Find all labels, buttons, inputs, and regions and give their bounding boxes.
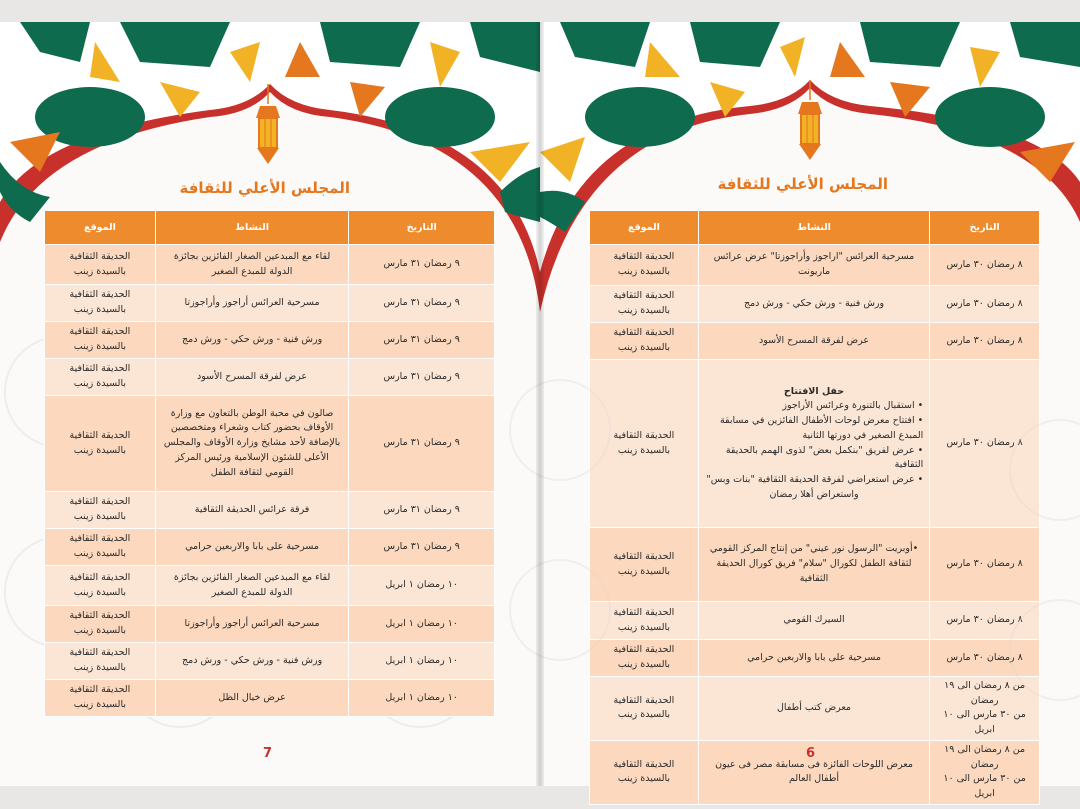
background-pattern (540, 350, 1080, 764)
activity-cell: لقاء مع المبدعين الصغار الفائزين بجائزة الدولة للمبدع الصغير (155, 566, 349, 606)
location-cell: الحديقة الثقافية بالسيدة زينب (590, 286, 699, 323)
activity-cell: مسرحية على بابا والاربعين حرامي (155, 529, 349, 566)
header-date: التاريخ (349, 211, 495, 245)
header-location: الموقع (590, 211, 699, 245)
schedule-table-page-7 (44, 210, 495, 717)
table-row (45, 680, 495, 717)
location-cell: الحديقة الثقافية بالسيدة زينب (45, 285, 156, 322)
date-cell: ٩ رمضان ٣١ مارس (349, 529, 495, 566)
location-cell: الحديقة الثقافية بالسيدة زينب (45, 566, 156, 606)
table-row (45, 285, 495, 322)
date-cell: ١٠ رمضان ١ ابريل (349, 680, 495, 717)
table-row (590, 245, 1040, 286)
header-date: التاريخ (930, 211, 1040, 245)
location-cell: الحديقة الثقافية بالسيدة زينب (45, 492, 156, 529)
list-item: واستعراض أهلا رمضان (769, 488, 859, 500)
table-header-row (45, 211, 495, 245)
header-activity: النشاط (698, 211, 929, 245)
date-cell: ١٠ رمضان ١ ابريل (349, 566, 495, 606)
activity-cell: معرض اللوحات الفائزة فى مسابقة مصر فى عيون أطفال العالم (698, 740, 929, 804)
list-item: • عرض استعراضي لفرقة الحديقة الثقافية "بنات وبس" (706, 473, 924, 485)
location-cell: الحديقة الثقافية بالسيدة زينب (590, 640, 699, 677)
book-spine-fold (536, 22, 544, 786)
location-cell: الحديقة الثقافية بالسيدة زينب (45, 606, 156, 643)
table-row (45, 322, 495, 359)
location-cell: الحديقة الثقافية بالسيدة زينب (590, 245, 699, 286)
activity-cell: ورش فنية - ورش حكي - ورش دمج (698, 286, 929, 323)
list-item: • عرض لفريق "بنكمل بعض" لذوى الهمم بالحديقة الثقافية (725, 444, 924, 471)
lantern-icon (796, 80, 824, 170)
activity-cell: مسرحية العرائس أراجوز وأراجوزتا (155, 606, 349, 643)
table-row (45, 529, 495, 566)
date-cell: ٨ رمضان ٣٠ مارس (930, 286, 1040, 323)
activity-cell: السيرك القومي (698, 602, 929, 640)
table-row (45, 606, 495, 643)
header-location: الموقع (45, 211, 156, 245)
activity-cell: لقاء مع المبدعين الصغار الفائزين بجائزة الدولة للمبدع الصغير (155, 245, 349, 285)
date-cell: ٩ رمضان ٣١ مارس (349, 285, 495, 322)
list-item: • افتتاح معرض لوحات الأطفال الفائزين في مسابقة المبدع الصغير في دورتها الثانية (719, 415, 924, 441)
page-title: المجلس الأعلي للثقافة (179, 179, 350, 197)
list-item: حفل الافتتاح (783, 385, 845, 397)
page-left (0, 22, 540, 786)
date-cell: ٩ رمضان ٣١ مارس (349, 396, 495, 492)
location-cell: الحديقة الثقافية بالسيدة زينب (45, 396, 156, 492)
activity-cell: •أوبريت "الرسول نور عيني" من إنتاج المركز القومي لثقافة الطفل لكورال "سلام" فريق كورال الحديقة الثقافية (698, 528, 929, 602)
date-cell: ٨ رمضان ٣٠ مارس (930, 528, 1040, 602)
location-cell: الحديقة الثقافية بالسيدة زينب (590, 602, 699, 640)
table-row (45, 643, 495, 680)
activity-cell: عرض لفرقة المسرح الأسود (698, 323, 929, 360)
date-cell: ٨ رمضان ٣٠ مارس (930, 640, 1040, 677)
location-cell: الحديقة الثقافية بالسيدة زينب (45, 529, 156, 566)
location-cell: الحديقة الثقافية بالسيدة زينب (590, 677, 699, 741)
activity-cell: مسرحية العرائس أراجوز وأراجوزتا (155, 285, 349, 322)
page-number: 7 (263, 746, 273, 761)
activity-cell: مسرحية على بابا والاربعين حرامي (698, 640, 929, 677)
date-cell: من ٨ رمضان الى ١٩ رمضان من ٣٠ مارس الى ١٠ ابريل (930, 677, 1040, 741)
date-cell: ١٠ رمضان ١ ابريل (349, 606, 495, 643)
table-header-row (590, 211, 1040, 245)
date-cell: ٩ رمضان ٣١ مارس (349, 359, 495, 396)
location-cell: الحديقة الثقافية بالسيدة زينب (590, 360, 699, 528)
activity-cell: مسرحية العرائس "اراجوز وأراجوزتا" عرض عرائس ماريونت (698, 245, 929, 286)
date-cell: ٨ رمضان ٣٠ مارس (930, 245, 1040, 286)
date-cell: ٨ رمضان ٣٠ مارس (930, 602, 1040, 640)
activity-cell: فرقة عرائس الحديقة الثقافية (155, 492, 349, 529)
location-cell: الحديقة الثقافية بالسيدة زينب (590, 323, 699, 360)
location-cell: الحديقة الثقافية بالسيدة زينب (590, 740, 699, 804)
table-row (45, 245, 495, 285)
table-row (45, 359, 495, 396)
date-cell: ٨ رمضان ٣٠ مارس (930, 323, 1040, 360)
table-row (590, 286, 1040, 323)
lantern-icon (254, 84, 282, 174)
page-number: 6 (806, 746, 816, 761)
activity-cell: ورش فنية - ورش حكي - ورش دمج (155, 322, 349, 359)
date-cell: ٩ رمضان ٣١ مارس (349, 492, 495, 529)
activity-cell: صالون في محبة الوطن بالتعاون مع وزارة الأوقاف بحضور كتاب وشعراء ومتخصصين بالإضافة لأحد مشايخ وزارة الأوقاف والمجلس الأعلى للشئون الإسلامية ورئيس المركز القومي لثقافة الطفل (155, 396, 349, 492)
activity-cell: عرض لفرقة المسرح الأسود (155, 359, 349, 396)
date-cell: من ٨ رمضان الى ١٩ رمضان من ٣٠ مارس الى ١٠ ابريل (930, 740, 1040, 804)
location-cell: الحديقة الثقافية بالسيدة زينب (45, 643, 156, 680)
header-activity: النشاط (155, 211, 349, 245)
location-cell: الحديقة الثقافية بالسيدة زينب (45, 359, 156, 396)
activity-cell: عرض خيال الظل (155, 680, 349, 717)
date-cell: ٩ رمضان ٣١ مارس (349, 322, 495, 359)
table-row (45, 492, 495, 529)
location-cell: الحديقة الثقافية بالسيدة زينب (45, 322, 156, 359)
list-item: • استقبال بالتنورة وعرائس الأراجوز (782, 400, 924, 412)
location-cell: الحديقة الثقافية بالسيدة زينب (590, 528, 699, 602)
table-row (45, 396, 495, 492)
page-title: المجلس الأعلي للثقافة (717, 175, 888, 193)
date-cell: ٨ رمضان ٣٠ مارس (930, 360, 1040, 528)
location-cell: الحديقة الثقافية بالسيدة زينب (45, 245, 156, 285)
location-cell: الحديقة الثقافية بالسيدة زينب (45, 680, 156, 717)
date-cell: ١٠ رمضان ١ ابريل (349, 643, 495, 680)
activity-cell: ورش فنية - ورش حكي - ورش دمج (155, 643, 349, 680)
activity-cell: معرض كتب أطفال (698, 677, 929, 741)
table-row (45, 566, 495, 606)
date-cell: ٩ رمضان ٣١ مارس (349, 245, 495, 285)
